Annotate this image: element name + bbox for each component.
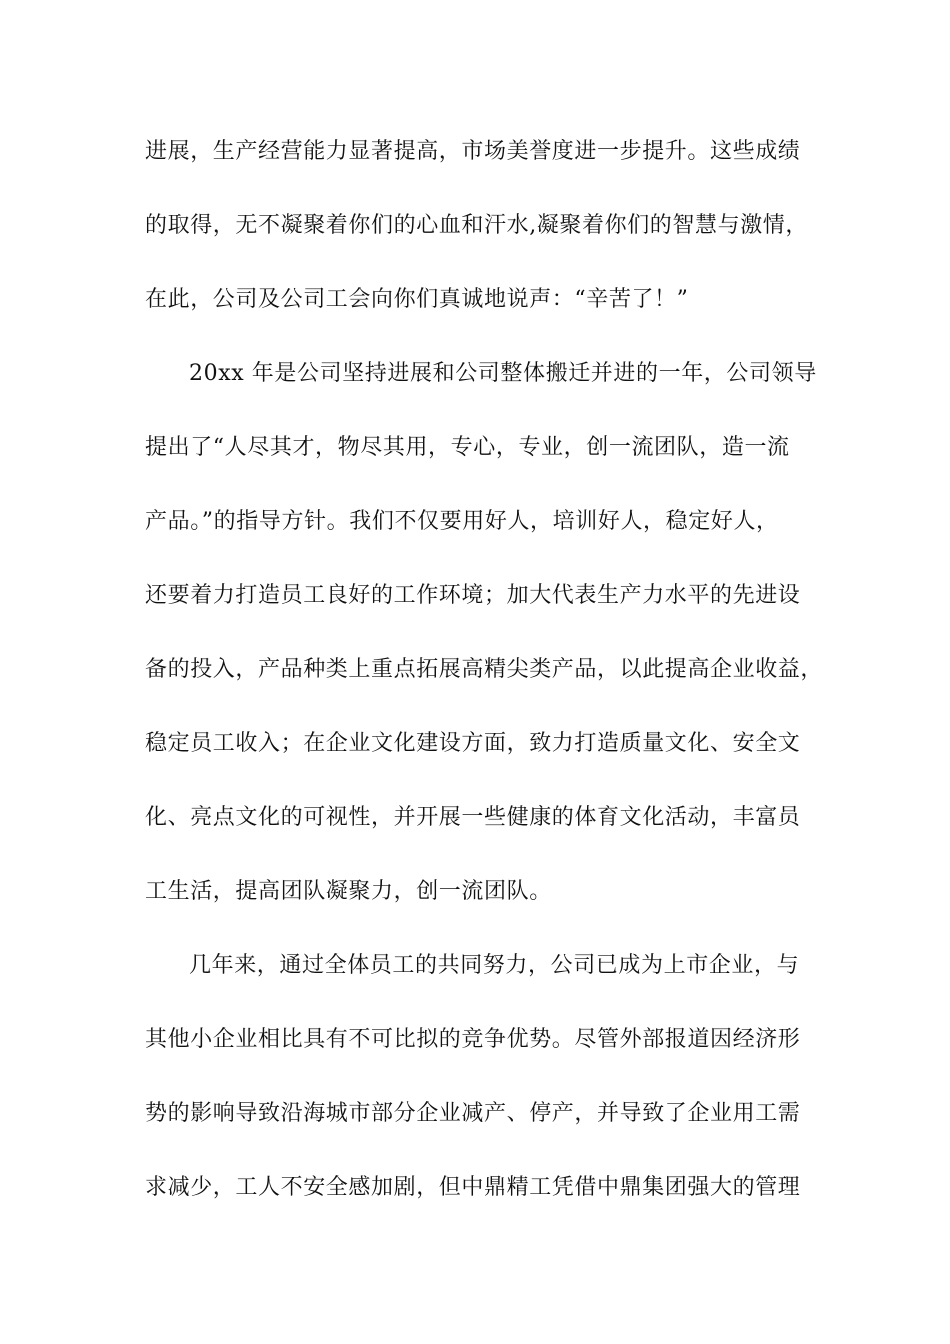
text-line: 求减少，工人不安全感加剧，但中鼎精工凭借中鼎集团强大的管理 (145, 1175, 801, 1200)
text-line: 备的投入，产品种类上重点拓展高精尖类产品，以此提高企业收益， (145, 657, 824, 682)
text-line: 工生活，提高团队凝聚力，创一流团队。 (145, 879, 552, 904)
text-line: 的取得，无不凝聚着你们的心血和汗水,凝聚着你们的智慧与激情， (145, 213, 808, 238)
text-line: 其他小企业相比具有不可比拟的竞争优势。尽管外部报道因经济形 (145, 1027, 801, 1052)
text-line: 进展，生产经营能力显著提高，市场美誉度进一步提升。这些成绩 (145, 139, 801, 164)
text-line: 势的影响导致沿海城市部分企业减产、停产，并导致了企业用工需 (145, 1101, 801, 1126)
paragraph-start-line: 20xx 年是公司坚持进展和公司整体搬迁并进的一年，公司领导 (189, 361, 817, 386)
body-text (145, 126, 825, 1236)
paragraph-start-line: 几年来，通过全体员工的共同努力，公司已成为上市企业，与 (189, 953, 800, 978)
text-line: 产品。”的指导方针。我们不仅要用好人，培训好人，稳定好人， (145, 509, 779, 534)
text-line: 化、亮点文化的可视性，并开展一些健康的体育文化活动，丰富员 (145, 805, 801, 830)
text-line: 稳定员工收入；在企业文化建设方面，致力打造质量文化、安全文 (145, 731, 801, 756)
text-line: 提出了“人尽其才，物尽其用，专心，专业，创一流团队，造一流 (145, 435, 790, 460)
text-line: 在此，公司及公司工会向你们真诚地说声：“辛苦了！” (145, 287, 689, 312)
text-line: 还要着力打造员工良好的工作环境；加大代表生产力水平的先进设 (145, 583, 801, 608)
